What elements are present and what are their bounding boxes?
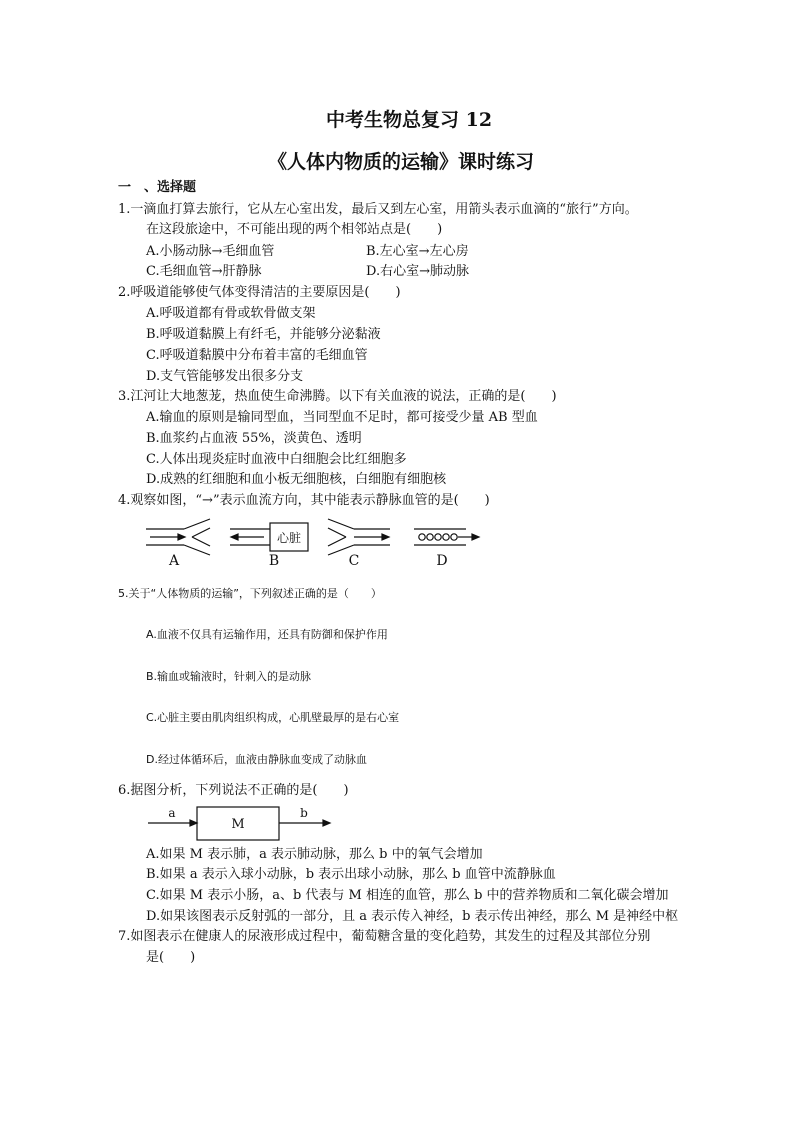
vessel-a-diagram — [146, 519, 210, 555]
q5-option-d: D.经过体循环后，血液由静脉血变成了动脉血 — [146, 753, 367, 766]
vessel-label-c: C — [348, 553, 360, 569]
q6-option-b: B.如果 a 表示入球小动脉，b 表示出球小动脉，那么 b 血管中流静脉血 — [146, 867, 556, 882]
q6-option-d: D.如果该图表示反射弧的一部分，且 a 表示传入神经，b 表示传出神经，那么 M 是神经中枢 — [146, 909, 679, 924]
q3-stem: 3.江河让大地葱茏，热血使生命沸腾。以下有关血液的说法，正确的是( ) — [118, 389, 557, 404]
title-line-2: 《人体内物质的运输》课时练习 — [268, 151, 535, 173]
q3-option-d: D.成熟的红细胞和血小板无细胞核，白细胞有细胞核 — [146, 472, 447, 487]
q2-option-c: C.呼吸道黏膜中分布着丰富的毛细血管 — [146, 348, 368, 363]
q6-stem: 6.据图分析，下列说法不正确的是( ) — [118, 783, 349, 798]
q3-option-c: C.人体出现炎症时血液中白细胞会比红细胞多 — [146, 452, 407, 467]
q6-option-a: A.如果 M 表示肺，a 表示肺动脉，那么 b 中的氧气会增加 — [146, 847, 483, 862]
q2-option-b: B.呼吸道黏膜上有纤毛，并能够分泌黏液 — [146, 327, 381, 342]
q1-option-b: B.左心室→左心房 — [366, 244, 469, 259]
q7-stem-line-1: 7.如图表示在健康人的尿液形成过程中，葡萄糖含量的变化趋势，其发生的过程及其部位分别 — [118, 929, 651, 944]
q2-option-a: A.呼吸道都有骨或软骨做支架 — [146, 306, 316, 321]
q5-option-b: B.输血或输液时，针刺入的是动脉 — [146, 670, 312, 683]
heart-label: 心脏 — [276, 531, 302, 545]
q1-stem-line-2: 在这段旅途中，不可能出现的两个相邻站点是( ) — [146, 222, 443, 237]
q7-stem-line-2: 是( ) — [146, 950, 196, 965]
q3-option-b: B.血浆约占血液 55%，淡黄色、透明 — [146, 431, 362, 446]
title-line-1: 中考生物总复习 12 — [326, 109, 493, 131]
q2-option-d: D.支气管能够发出很多分支 — [146, 369, 304, 384]
q5-option-c: C.心脏主要由肌肉组织构成，心肌壁最厚的是右心室 — [146, 711, 400, 724]
fig-label-b: b — [300, 806, 308, 820]
q1-option-d: D.右心室→肺动脉 — [366, 264, 469, 279]
q6-option-c: C.如果 M 表示小肠，a、b 代表与 M 相连的血管，那么 b 中的营养物质和二氧化碳会增加 — [146, 888, 669, 903]
q5-stem: 5.关于“人体物质的运输”，下列叙述正确的是（ ） — [118, 587, 382, 600]
q3-option-a: A.输血的原则是输同型血，当同型血不足时，都可接受少量 AB 型血 — [146, 410, 538, 425]
fig-label-m: M — [231, 817, 245, 832]
q2-stem: 2.呼吸道能够使气体变得清洁的主要原因是( ) — [118, 285, 401, 300]
q1-option-c: C.毛细血管→肝静脉 — [146, 264, 262, 279]
section-heading: 一 、选择题 — [118, 180, 197, 195]
q5-option-a: A.血液不仅具有运输作用，还具有防御和保护作用 — [146, 628, 388, 641]
vessel-label-d: D — [436, 553, 448, 569]
q1-stem-line-1: 1.一滴血打算去旅行，它从左心室出发，最后又到左心室，用箭头表示血滴的“旅行”方向。 — [118, 202, 638, 217]
q6-block-figure — [140, 801, 340, 845]
vessel-d-diagram — [414, 529, 479, 545]
q1-option-a: A.小肠动脉→毛细血管 — [146, 244, 275, 259]
vessel-label-a: A — [168, 553, 180, 569]
q4-stem: 4.观察如图，“→”表示血流方向，其中能表示静脉血管的是( ) — [118, 493, 490, 508]
q4-vessel-figure — [140, 515, 500, 570]
fig-label-a: a — [168, 806, 176, 820]
vessel-label-b: B — [268, 553, 280, 569]
vessel-c-diagram — [328, 519, 390, 555]
